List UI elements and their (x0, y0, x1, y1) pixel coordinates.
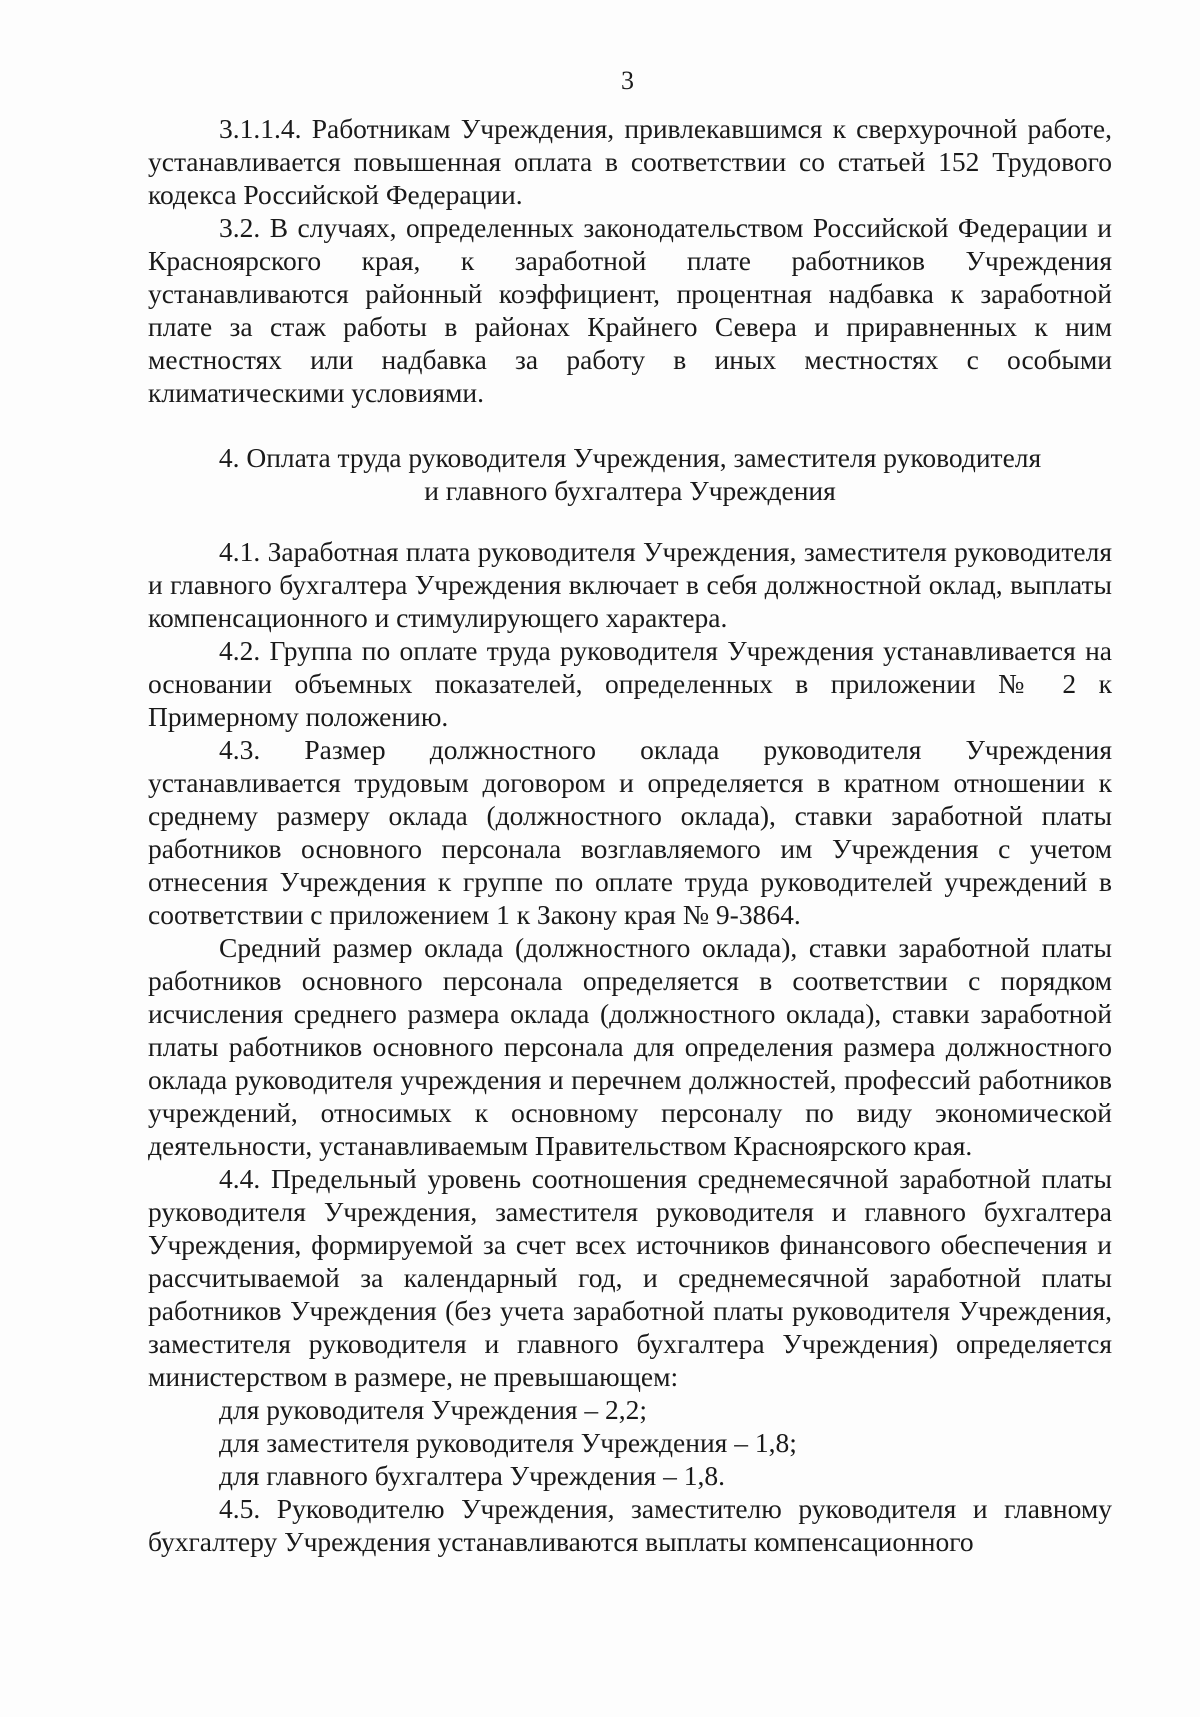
paragraph-4-5: 4.5. Руководителю Учреждения, заместителю руководителя и главному бухгалтеру Учреждения устанавливаются выплаты компенсационного (148, 1493, 1112, 1557)
section-4-heading-line-1: 4. Оплата труда руководителя Учреждения, заместителя руководителя (218, 442, 1042, 473)
paragraph-4-2: 4.2. Группа по оплате труда руководителя Учреждения устанавливается на основании объемных показателей, определенных в приложении № 2 к Примерному положению. (148, 635, 1112, 732)
paragraph-4-3-average-salary: Средний размер оклада (должностного оклада), ставки заработной платы работников основного персонала определяется в соответствии с порядком исчисления среднего размера оклада (должностного оклада), ставки заработной платы работников основного персонала для определения размера должностного оклада руководителя учреждения и перечнем должностей, профессий работников учреждений, относимых к основному персоналу по виду экономической деятельности, устанавливаемым Правительством Красноярского края. (148, 932, 1112, 1161)
ratio-item-chief-accountant: для главного бухгалтера Учреждения – 1,8. (219, 1460, 725, 1491)
paragraph-4-4: 4.4. Предельный уровень соотношения среднемесячной заработной платы руководителя Учреждения, заместителя руководителя и главного бухгалтера Учреждения, формируемой за счет всех источников финансового обеспечения и рассчитываемой за календарный год, и среднемесячной заработной платы работников Учреждения (без учета заработной платы руководителя Учреждения, заместителя руководителя и главного бухгалтера Учреждения) определяется министерством в размере, не превышающем: (148, 1163, 1112, 1392)
section-4-heading (148, 441, 1112, 507)
section-4-heading-line-2: и главного бухгалтера Учреждения (424, 475, 836, 506)
paragraph-4-3: 4.3. Размер должностного оклада руководителя Учреждения устанавливается трудовым договором и определяется в кратном отношении к среднему размеру оклада (должностного оклада), ставки заработной платы работников основного персонала возглавляемого им Учреждения с учетом отнесения Учреждения к группе по оплате труда руководителей учреждений в соответствии с приложением 1 к Закону края № 9-3864. (148, 734, 1112, 930)
ratio-item-head: для руководителя Учреждения – 2,2; (219, 1394, 648, 1425)
page-number: 3 (621, 66, 634, 95)
paragraph-3-2: 3.2. В случаях, определенных законодательством Российской Федерации и Красноярского края, к заработной плате работников Учреждения устанавливаются районный коэффициент, процентная надбавка к заработной плате за стаж работы в районах Крайнего Севера и приравненных к ним местностях или надбавка за работу в иных местностях с особыми климатическими условиями. (148, 212, 1112, 408)
paragraph-3-1-1-4: 3.1.1.4. Работникам Учреждения, привлекавшимся к сверхурочной работе, устанавливается повышенная оплата в соответствии со статьей 152 Трудового кодекса Российской Федерации. (148, 113, 1112, 210)
paragraph-4-1: 4.1. Заработная плата руководителя Учреждения, заместителя руководителя и главного бухгалтера Учреждения включает в себя должностной оклад, выплаты компенсационного и стимулирующего характера. (148, 536, 1112, 633)
document-body (148, 112, 1112, 1558)
ratio-item-deputy: для заместителя руководителя Учреждения – 1,8; (219, 1427, 797, 1458)
